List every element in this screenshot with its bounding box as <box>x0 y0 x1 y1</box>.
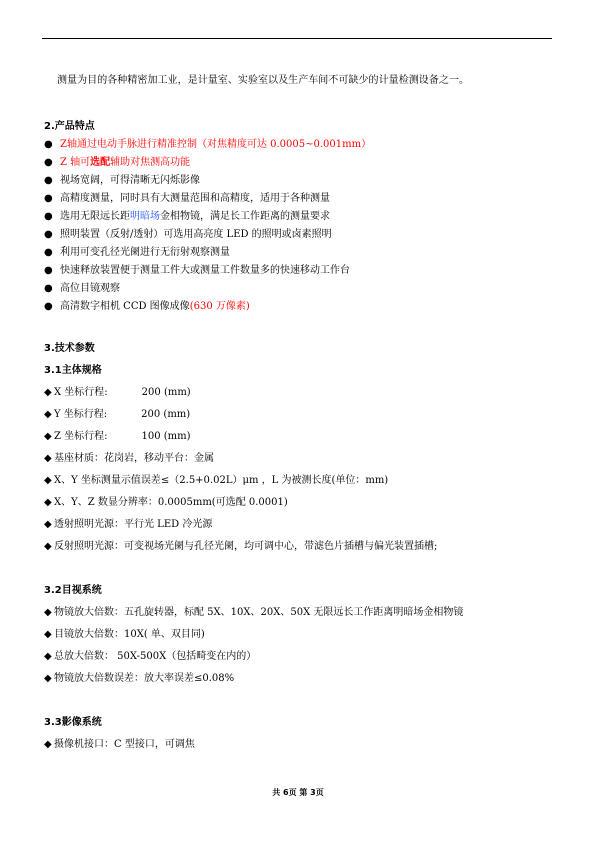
diamond-bullet-icon: ◆ <box>44 409 52 420</box>
feature-item-1-text: Z轴通过电动手脉进行精准控制（对焦精度可达 0.0005~0.001mm） <box>60 139 372 150</box>
diamond-bullet-icon: ◆ <box>44 607 52 618</box>
diamond-bullet-icon: ◆ <box>44 673 52 684</box>
section-3-3-title: 3.3影像系统 <box>44 717 102 728</box>
feature-item-5 <box>44 210 554 224</box>
visual-text: 目镜放大倍数：10X( 单、双目同) <box>54 629 205 640</box>
visual-text: 物镜放大倍数：五孔旋转器，标配 5X、10X、20X、50X 无限远长工作距离明暗场金相物镜 <box>54 607 464 618</box>
bullet-icon: ● <box>44 139 53 150</box>
spec-label: Z 坐标行程: <box>54 431 108 442</box>
spec-value: 200 (mm) <box>141 387 191 398</box>
diamond-bullet-icon: ◆ <box>44 387 52 398</box>
feature-item-2-red-bold: 选配 <box>90 157 111 168</box>
feature-item-5-suffix: 金相物镜，满足长工作距离的测量要求 <box>160 211 330 222</box>
spec-row <box>44 408 554 422</box>
spec-row <box>44 386 554 400</box>
imaging-text: 摄像机接口：C 型接口，可调焦 <box>54 739 195 750</box>
bullet-icon: ● <box>44 283 53 294</box>
spec-value: 200 (mm) <box>141 409 191 420</box>
visual-row <box>44 606 554 620</box>
section-3-2-title: 3.2目视系统 <box>44 585 102 596</box>
visual-text: 物镜放大倍数误差：放大率误差≤0.08% <box>54 673 235 684</box>
spec-label: Y 坐标行程: <box>54 409 108 420</box>
section-3-title: 3.技术参数 <box>44 343 95 354</box>
bullet-icon: ● <box>44 175 53 186</box>
diamond-bullet-icon: ◆ <box>44 497 52 508</box>
visual-row <box>44 628 554 642</box>
feature-item-9 <box>44 282 554 296</box>
feature-item-5-highlight: 明暗场 <box>130 211 160 222</box>
visual-row <box>44 650 554 664</box>
diamond-bullet-icon: ◆ <box>44 453 52 464</box>
spec-row <box>44 540 554 554</box>
diamond-bullet-icon: ◆ <box>44 541 52 552</box>
feature-item-8 <box>44 264 554 278</box>
spec-text: X、Y、Z 数显分辨率：0.0005mm(可选配 0.0001) <box>54 497 288 508</box>
diamond-bullet-icon: ◆ <box>44 739 52 750</box>
bullet-icon: ● <box>44 301 53 312</box>
section-2-title: 2.产品特点 <box>44 121 95 132</box>
spec-row <box>44 474 554 488</box>
bullet-icon: ● <box>44 211 53 222</box>
feature-item-4 <box>44 192 554 206</box>
bullet-icon: ● <box>44 193 53 204</box>
spec-row <box>44 518 554 532</box>
diamond-bullet-icon: ◆ <box>44 629 52 640</box>
spec-row <box>44 452 554 466</box>
feature-item-9-text: 高位目镜观察 <box>60 283 120 294</box>
intro-paragraph: 测量为目的各种精密加工业，是计量室、实验室以及生产车间不可缺少的计量检测设备之一。 <box>57 75 470 86</box>
diamond-bullet-icon: ◆ <box>44 475 52 486</box>
feature-item-1 <box>44 138 554 152</box>
feature-item-3-text: 视场宽阔，可得清晰无闪烁影像 <box>60 175 200 186</box>
imaging-row <box>44 738 554 752</box>
spec-value: 100 (mm) <box>141 431 191 442</box>
visual-row <box>44 672 554 686</box>
spec-text: X、Y 坐标测量示值误差≤（2.5+0.02L）μm ，L 为被测长度(单位：mm) <box>54 475 389 486</box>
feature-item-2-suffix: 辅助对焦测高功能 <box>110 157 191 168</box>
header-rule <box>42 38 552 39</box>
feature-item-10 <box>44 300 554 314</box>
feature-item-4-text: 高精度测量，同时具有大测量范围和高精度，适用于各种测量 <box>60 193 330 204</box>
bullet-icon: ● <box>44 157 53 168</box>
feature-item-2-red-prefix: Z 轴可 <box>60 157 91 168</box>
feature-item-6 <box>44 228 554 242</box>
feature-item-2 <box>44 156 554 170</box>
feature-item-6-text: 照明装置（反射/透射）可选用高亮度 LED 的照明或卤素照明 <box>60 229 332 240</box>
feature-item-10-prefix: 高清数字相机 CCD 图像成像 <box>60 301 190 312</box>
spec-label: X 坐标行程: <box>54 387 108 398</box>
feature-item-3 <box>44 174 554 188</box>
feature-item-8-text: 快速释放装置便于测量工件大或测量工件数量多的快速移动工作台 <box>60 265 350 276</box>
spec-row <box>44 430 554 444</box>
spec-text: 基座材质：花岗岩，移动平台：金属 <box>54 453 214 464</box>
bullet-icon: ● <box>44 265 53 276</box>
spec-row <box>44 496 554 510</box>
bullet-icon: ● <box>44 229 53 240</box>
diamond-bullet-icon: ◆ <box>44 519 52 530</box>
diamond-bullet-icon: ◆ <box>44 651 52 662</box>
visual-text: 总放大倍数： 50X-500X（包括畸变在内的） <box>54 651 257 662</box>
feature-item-7-text: 利用可变孔径光阑进行无衍射观察测量 <box>60 247 230 258</box>
bullet-icon: ● <box>44 247 53 258</box>
feature-item-10-red: (630 万像素) <box>189 301 250 312</box>
diamond-bullet-icon: ◆ <box>44 431 52 442</box>
spec-text: 反射照明光源：可变视场光阑与孔径光阑，均可调中心，带滤色片插槽与偏光装置插槽; <box>54 541 438 552</box>
feature-item-7 <box>44 246 554 260</box>
spec-text: 透射照明光源：平行光 LED 冷光源 <box>54 519 213 530</box>
feature-item-5-prefix: 选用无限远长距 <box>60 211 130 222</box>
section-3-1-title: 3.1主体规格 <box>44 365 102 376</box>
page-footer: 共 6页 第 3页 <box>272 788 324 797</box>
